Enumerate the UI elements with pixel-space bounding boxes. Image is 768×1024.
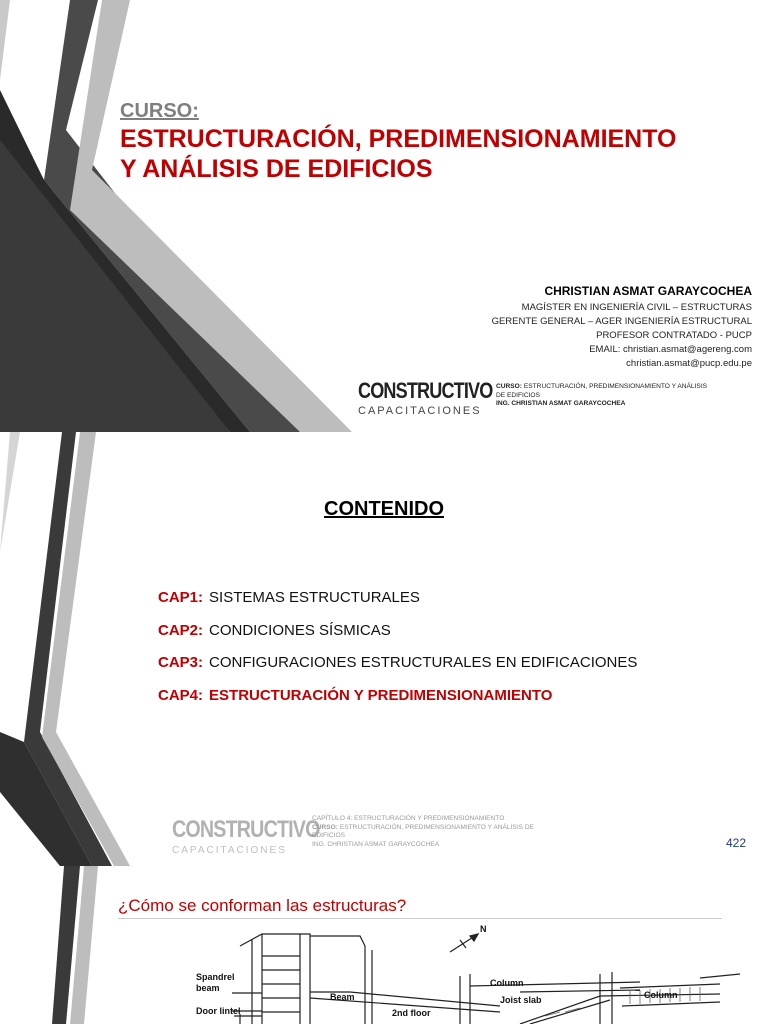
course-label: CURSO: [120,100,199,122]
chapter-key: CAP4: [158,686,204,704]
slide-footer-info [312,815,562,849]
footer-chapter: CAPÍTULO 4: ESTRUCTURACIÓN Y PREDIMENSIONAMIENTO [312,815,505,822]
title-slide [0,0,768,432]
label-north: N [480,924,487,934]
label-2nd-floor: 2nd floor [392,1008,431,1018]
chapter-key: CAP3: [158,654,204,671]
label-spandrel-beam: beam [196,983,220,993]
chapter-title: SISTEMAS ESTRUCTURALES [209,589,420,606]
chapter-list [158,588,637,718]
chapter-key: CAP1: [158,589,204,606]
building-structure-diagram [0,866,768,1024]
course-title-line1: ESTRUCTURACIÓN, PREDIMENSIONAMIENTO [120,125,677,153]
label-column-right: Column [644,990,678,1000]
footer-instructor: ING. CHRISTIAN ASMAT GARAYCOCHEA [312,840,440,848]
label-joist-slab: Joist slab [500,995,542,1005]
footer-curso-key: CURSO: [312,823,339,831]
chapter-item-1 [158,588,637,621]
structures-slide [0,866,768,1024]
author-email-2: christian.asmat@pucp.edu.pe [626,358,752,369]
author-name: CHRISTIAN ASMAT GARAYCOCHEA [544,284,752,298]
label-spandrel: Spandrel [196,972,235,982]
logo-subtitle: CAPACITACIONES [358,405,482,417]
chapter-title: CONDICIONES SÍSMICAS [209,621,391,639]
footer-curso-key: CURSO: [496,383,523,390]
author-position: GERENTE GENERAL – AGER INGENIERÍA ESTRUCTURAL [491,316,752,327]
chapter-title: CONFIGURACIONES ESTRUCTURALES EN EDIFICACIONES [209,654,638,671]
author-degree: MAGÍSTER EN INGENIERÍA CIVIL – ESTRUCTURAS [521,302,752,313]
north-arrow [450,934,478,952]
diagonal-stripes-decoration [0,0,360,432]
logo-wordmark: CONSTRUCTIVO [172,816,320,843]
page-number: 422 [726,836,747,850]
course-title-line2: Y ANÁLISIS DE EDIFICIOS [120,155,433,183]
chapter-title: ESTRUCTURACIÓN Y PREDIMENSIONAMIENTO [209,686,553,704]
author-role: PROFESOR CONTRATADO - PUCP [596,330,752,341]
logo-subtitle: CAPACITACIONES [172,845,287,856]
label-column-left: Column [490,978,524,988]
footer-curso-text: ESTRUCTURACIÓN, PREDIMENSIONAMIENTO Y ANÁLISIS DE EDIFICIOS [496,383,708,399]
slide-title: ¿Cómo se conforman las estructuras? [118,896,407,915]
contents-heading: CONTENIDO [324,498,444,520]
chapter-key: CAP2: [158,621,204,639]
label-door-lintel: Door lintel [196,1006,241,1016]
label-beam: Beam [330,992,355,1002]
footer-curso-text: ESTRUCTURACIÓN, PREDIMENSIONAMIENTO Y ANÁLISIS DE EDIFICIOS [312,823,535,839]
slide-footer-info [496,383,716,409]
chapter-item-4-current [158,686,637,719]
author-email-1: EMAIL: christian.asmat@agereng.com [589,344,752,355]
course-title [120,124,760,184]
footer-instructor: ING. CHRISTIAN ASMAT GARAYCOCHEA [496,400,626,407]
author-block [492,284,752,371]
chapter-item-3 [158,653,637,686]
logo-wordmark: CONSTRUCTIVO [358,378,493,403]
contents-slide [0,432,768,866]
chapter-item-2 [158,621,637,654]
